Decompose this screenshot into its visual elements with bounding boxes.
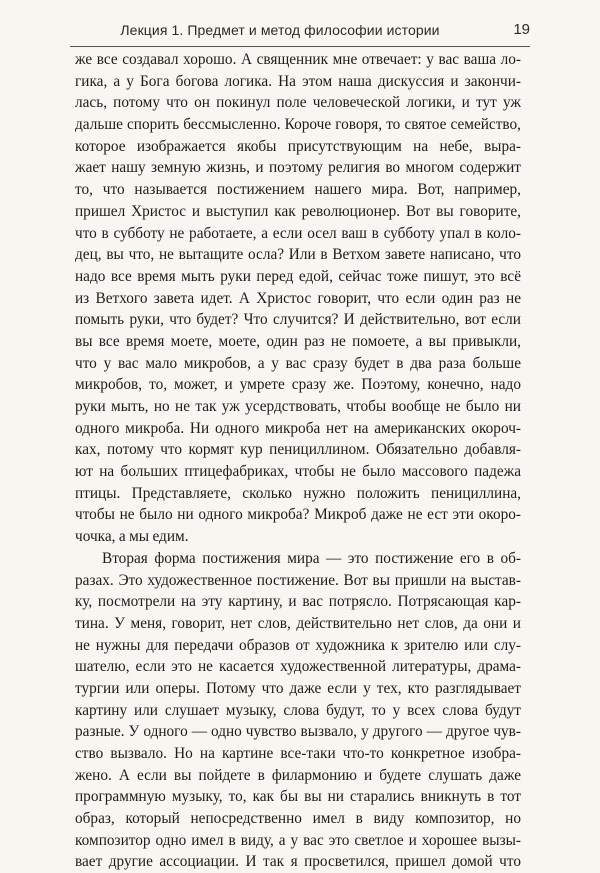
text-line: ство вызвало. Но на картине все-таки что-то конкретное изобра- xyxy=(75,745,521,762)
text-line: вает другие ассоциации. И так я просветился, пришел домой что xyxy=(75,853,521,871)
text-line: что у вас мало микробов, а у вас сразу будет в два раза больше xyxy=(75,354,521,372)
text-line: которое изображается якобы присутствующим на небе, выра- xyxy=(75,137,521,155)
text-line: тина. У меня, говорит, нет слов, действительно нет слов, да они и xyxy=(75,614,521,632)
text-line: дальше спорить бессмысленно. Короче говоря, то святое семейство, xyxy=(75,116,521,134)
text-line: не нужны для передачи образов от художника к зрителю или слу- xyxy=(75,636,521,654)
text-line: тургии или оперы. Потому что даже если у тех, кто разглядывает xyxy=(75,679,521,697)
text-line: образ, который непосредственно имел в виду композитор, но xyxy=(75,810,521,828)
text-line: шателю, если это не касается художественной литературы, драма- xyxy=(75,658,521,676)
text-line: гика, а у Бога богова логика. На этом наша дискуссия и закончи- xyxy=(75,72,521,90)
text-line: вы все время моете, моете, один раз не помоете, а вы привыкли, xyxy=(75,332,521,350)
text-line: дец, вы что, не вытащите осла? Или в Ветхом завете написано, что xyxy=(75,246,521,264)
paragraph-1 xyxy=(75,49,521,548)
text-line: композитор одно имел в виду, а у вас это светлое и хорошее вызы- xyxy=(75,831,521,849)
text-line: разные. У одного — одно чувство вызвало, у другого — другое чув- xyxy=(75,723,521,741)
text-line: разах. Это художественное постижение. Вот вы пришли на выстав- xyxy=(75,571,521,589)
text-line: надо все время мыть руки перед едой, сейчас тоже пишут, это всё xyxy=(75,267,521,285)
text-line: то, что называется постижением нашего мира. Вот, например, xyxy=(75,181,521,199)
text-line: ют на больших птицефабриках, чтобы не было массового падежа xyxy=(75,463,521,481)
text-line: чочка, а мы едим. xyxy=(75,528,189,546)
body-text xyxy=(75,49,521,873)
text-line: жает нашу земную жизнь, и поэтому религия во многом содержит xyxy=(75,159,521,177)
text-line: Вторая форма постижения мира — это постижение его в об- xyxy=(102,549,521,567)
text-line: помыть руки, что будет? Что случится? И действительно, вот если xyxy=(75,311,521,329)
text-line: же все создавал хорошо. А священник мне отвечает: у вас ваша ло- xyxy=(75,51,521,68)
text-line: программную музыку, то, как бы вы ни старались вникнуть в тот xyxy=(75,788,521,806)
text-line: чтобы не было ни одного микроба? Микроб даже не ест эти окоро- xyxy=(75,506,521,524)
text-line: птицы. Представляете, сколько нужно положить пенициллина, xyxy=(75,484,521,502)
text-line: лась, потому что он покинул поле человеческой логики, и тут уж xyxy=(75,94,521,112)
text-line: руки мыть, но не так уж усердствовать, чтобы вообще не было ни xyxy=(75,398,521,415)
chapter-title: Лекция 1. Предмет и метод философии истории xyxy=(120,22,440,38)
text-line: ку, посмотрели на эту картину, и вас потрясло. Потрясающая кар- xyxy=(75,593,521,611)
text-line: ках, потому что кормят кур пенициллином. Обязательно добавля- xyxy=(75,441,521,459)
page-number: 19 xyxy=(513,21,530,38)
text-line: микробов, то, может, и умрете сразу же. Поэтому, конечно, надо xyxy=(75,376,521,394)
text-line: из Ветхого завета идет. А Христос говорит, что если один раз не xyxy=(75,289,521,307)
text-line: жено. А если вы пойдете в филармонию и будете слушать даже xyxy=(75,766,521,784)
paragraph-2 xyxy=(75,548,521,873)
text-line: картину или слушает музыку, слова будут, то у всех слова будут xyxy=(75,701,521,719)
text-line: что в субботу не работаете, а если осел ваш в субботу упал в коло- xyxy=(75,224,521,242)
running-header xyxy=(70,20,530,47)
text-line: пришел Христос и выступил как революционер. Вот вы говорите, xyxy=(75,202,521,220)
text-line: одного микроба. Ни одного микроба нет на американских окороч- xyxy=(75,419,521,437)
